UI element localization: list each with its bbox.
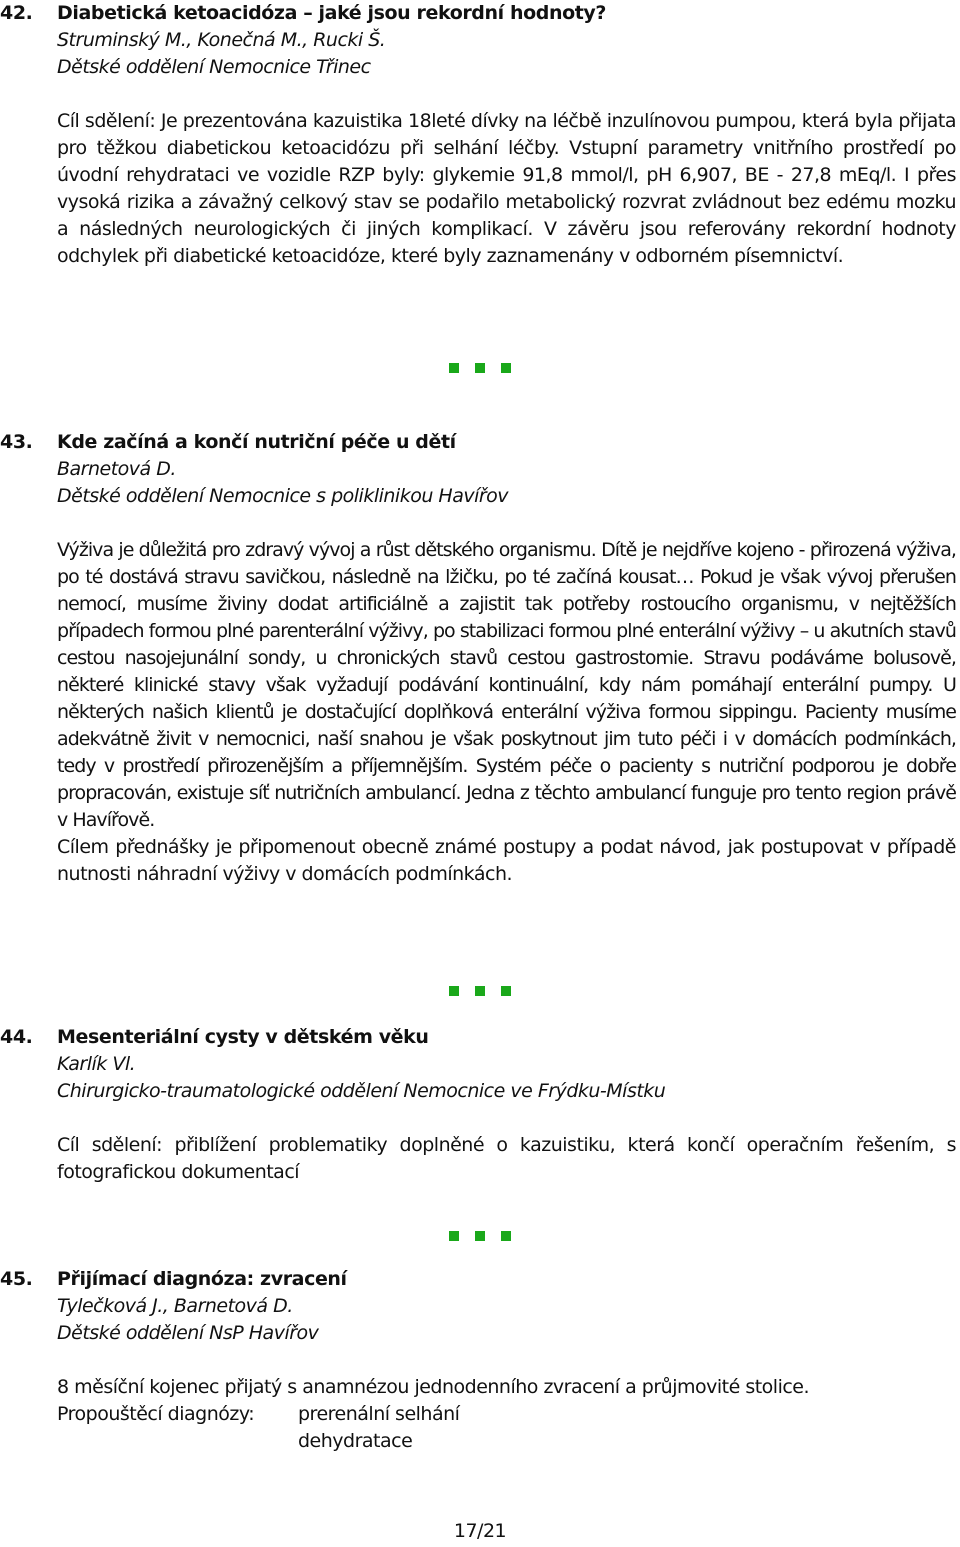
- abstract-body-conclusion: Cílem přednášky je připomenout obecně známé postupy a podat návod, jak postupovat v případě nutnosti náhradní výživy v domácích podmínkách.: [57, 836, 956, 885]
- abstract-authors: Tylečková J., Barnetová D.: [57, 1295, 293, 1317]
- abstract-title: Přijímací diagnóza: zvracení: [57, 1268, 347, 1290]
- abstract-45: [0, 1266, 960, 1455]
- abstract-44: [0, 1024, 960, 1186]
- abstract-body: Cíl sdělení: Je prezentována kazuistika 18leté dívky na léčbě inzulínovou pumpou, která byla přijata pro těžkou diabetickou ketoacidózu při selhání léčby. Vstupní parametry vnitřního prostředí po úvodní rehydrataci ve vozidle RZP byly: glykemie 91,8 mmol/l, pH 6,907, BE - 27,8 mEq/l. I přes vysoká rizika a závažný celkový stav se podařilo metabolický rozvrat zvládnout bez edému mozku a následných neurologických či jiných komplikací. V závěru jsou referovány rekordní hodnoty odchylek při diabetické ketoacidóze, které byly zaznamenány v odborném písemnictví.: [57, 110, 956, 267]
- section-separator: [449, 363, 519, 377]
- abstract-body: Cíl sdělení: přiblížení problematiky doplněné o kazuistiku, která končí operačním řešením, s fotografickou dokumentací: [57, 1134, 956, 1183]
- separator-square: [475, 986, 485, 996]
- discharge-diagnoses: [57, 1401, 960, 1428]
- separator-square: [449, 1231, 459, 1241]
- abstract-institution: Chirurgicko-traumatologické oddělení Nemocnice ve Frýdku-Místku: [57, 1080, 666, 1102]
- abstract-title: Mesenteriální cysty v dětském věku: [57, 1026, 429, 1048]
- page-number: 17/21: [453, 1520, 507, 1542]
- abstract-42: [0, 0, 960, 270]
- discharge-diagnosis: prerenální selhání: [298, 1403, 460, 1425]
- abstract-number: 42.: [0, 2, 33, 24]
- discharge-label: Propouštěcí diagnózy:: [57, 1403, 255, 1425]
- abstract-body: Výživa je důležitá pro zdravý vývoj a růst dětského organismu. Dítě je nejdříve kojeno - přirozená výživa, po té dostává stravu savičkou, následně na lžičku, po té začíná kousat… Pokud je však vývoj přerušen nemocí, musíme živiny dodat artificiálně a zajistit tak potřeby rostoucího organismu, v nejtěžších případech formou plné parenterální výživy, po stabilizaci formou plné enterální výživy – u akutních stavů cestou nasojejunální sondy, u chronických stavů cestou gastrostomie. Stravu podáváme bolusově, některé klinické stavy však vyžadují podávání kontinuální, kdy nám pomáhají enterální pumpy. U některých našich klientů je dostačující doplňková enterální výživa formou sippingu. Pacienty musíme adekvátně živit v nemocnici, naší snahou je však poskytnout jim tuto péči i v domácích podmínkách, tedy v prostředí přirozenějším a příjemnějším. Systém péče o pacienty s nutriční podporou je dobře propracován, existuje síť nutričních ambulancí. Jedna z těchto ambulancí funguje pro tento region právě v Havířově.: [57, 539, 956, 831]
- discharge-diagnosis: dehydratace: [298, 1430, 413, 1452]
- abstract-authors: Barnetová D.: [57, 458, 176, 480]
- separator-square: [449, 986, 459, 996]
- section-separator: [449, 1231, 519, 1245]
- abstract-body: 8 měsíční kojenec přijatý s anamnézou jednodenního zvracení a průjmovité stolice.: [57, 1376, 810, 1398]
- section-separator: [449, 986, 519, 1000]
- separator-square: [501, 986, 511, 996]
- separator-square: [501, 363, 511, 373]
- abstract-institution: Dětské oddělení Nemocnice s poliklinikou Havířov: [57, 485, 509, 507]
- separator-square: [449, 363, 459, 373]
- separator-square: [475, 363, 485, 373]
- abstract-institution: Dětské oddělení Nemocnice Třinec: [57, 56, 371, 78]
- separator-square: [475, 1231, 485, 1241]
- separator-square: [501, 1231, 511, 1241]
- abstract-number: 43.: [0, 431, 33, 453]
- abstract-title: Diabetická ketoacidóza – jaké jsou rekordní hodnoty?: [57, 2, 607, 24]
- abstract-number: 44.: [0, 1026, 33, 1048]
- abstract-43: [0, 429, 960, 888]
- abstract-number: 45.: [0, 1268, 33, 1290]
- discharge-diagnoses-continued: [57, 1428, 960, 1455]
- abstract-authors: Karlík Vl.: [57, 1053, 136, 1075]
- abstract-institution: Dětské oddělení NsP Havířov: [57, 1322, 319, 1344]
- abstract-authors: Struminský M., Konečná M., Rucki Š.: [57, 29, 386, 51]
- abstract-title: Kde začíná a končí nutriční péče u dětí: [57, 431, 456, 453]
